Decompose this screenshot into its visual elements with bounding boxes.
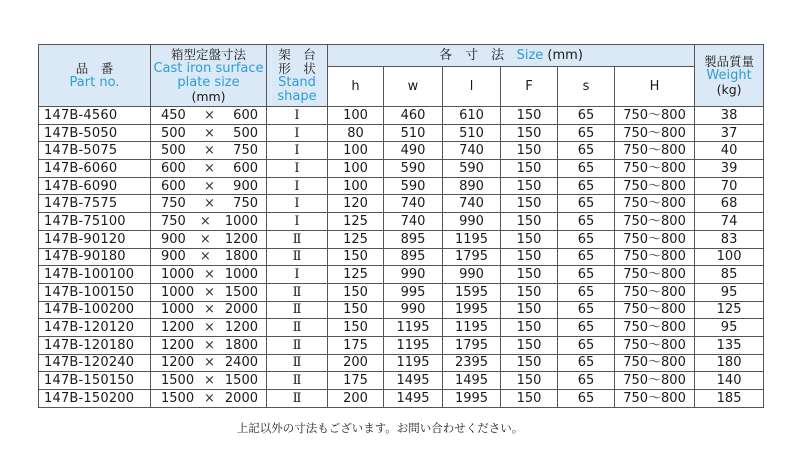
header-plate-jp: 箱型定盤寸法 — [170, 46, 246, 62]
plate-width: 1000 — [161, 267, 195, 283]
size-s-cell: 65 — [558, 266, 615, 284]
part-number-cell: 147B-5075 — [39, 142, 151, 160]
times-sign: × — [204, 320, 215, 336]
size-s-cell: 65 — [558, 319, 615, 337]
stand-shape-cell: Ⅰ — [267, 124, 328, 142]
header-part-no-jp: 品 番 — [75, 60, 114, 76]
weight-cell: 135 — [695, 336, 764, 354]
part-number-cell: 147B-100150 — [39, 283, 151, 301]
plate-length: 1800 — [224, 337, 258, 353]
size-s-cell: 65 — [558, 107, 615, 125]
size-w-cell: 460 — [384, 107, 443, 125]
weight-cell: 83 — [695, 230, 764, 248]
plate-size-cell — [151, 177, 267, 195]
plate-width: 1200 — [161, 337, 195, 353]
stand-shape-cell: Ⅱ — [267, 372, 328, 390]
size-f-cell: 150 — [501, 266, 558, 284]
plate-size-cell — [151, 124, 267, 142]
size-big-h-cell: 750～800 — [615, 336, 695, 354]
plate-length: 750 — [233, 196, 258, 212]
part-number-cell: 147B-120240 — [39, 354, 151, 372]
size-w-cell: 1195 — [384, 354, 443, 372]
plate-width: 1500 — [161, 390, 195, 406]
size-big-h-cell: 750～800 — [615, 390, 695, 408]
plate-length: 600 — [233, 160, 258, 176]
table-row — [39, 195, 764, 213]
size-big-h-cell: 750～800 — [615, 354, 695, 372]
stand-shape-cell: Ⅰ — [267, 213, 328, 231]
table-row — [39, 354, 764, 372]
table-row — [39, 336, 764, 354]
plate-width: 750 — [161, 213, 186, 229]
size-f-cell: 150 — [501, 248, 558, 266]
times-sign: × — [204, 267, 215, 283]
size-f-cell: 150 — [501, 390, 558, 408]
plate-size-group — [151, 285, 266, 300]
table-row — [39, 372, 764, 390]
plate-width: 1000 — [161, 284, 195, 300]
size-big-h-cell: 750～800 — [615, 319, 695, 337]
plate-length: 900 — [233, 178, 258, 194]
plate-size-group — [151, 214, 266, 229]
size-big-h-cell: 750～800 — [615, 177, 695, 195]
size-w-cell: 1195 — [384, 336, 443, 354]
header-plate-en-2: plate size — [177, 74, 240, 90]
header-col-big-h: H — [615, 67, 695, 107]
size-h-cell: 100 — [328, 107, 384, 125]
part-number-cell: 147B-6090 — [39, 177, 151, 195]
size-f-cell: 150 — [501, 107, 558, 125]
header-weight — [695, 45, 764, 107]
plate-width: 1000 — [161, 302, 195, 318]
table-header — [39, 45, 764, 107]
size-w-cell: 990 — [384, 301, 443, 319]
size-s-cell: 65 — [558, 248, 615, 266]
stand-shape-cell: Ⅰ — [267, 195, 328, 213]
header-part-no — [39, 45, 151, 107]
part-number-cell: 147B-150200 — [39, 390, 151, 408]
plate-size-cell — [151, 372, 267, 390]
size-f-cell: 150 — [501, 354, 558, 372]
part-number-cell: 147B-100100 — [39, 266, 151, 284]
size-h-cell: 120 — [328, 195, 384, 213]
size-s-cell: 65 — [558, 283, 615, 301]
size-s-cell: 65 — [558, 354, 615, 372]
size-w-cell: 995 — [384, 283, 443, 301]
size-l-cell: 990 — [443, 266, 501, 284]
plate-width: 1500 — [161, 373, 195, 389]
size-l-cell: 1195 — [443, 319, 501, 337]
weight-cell: 68 — [695, 195, 764, 213]
size-s-cell: 65 — [558, 213, 615, 231]
size-l-cell: 510 — [443, 124, 501, 142]
stand-shape-cell: Ⅱ — [267, 319, 328, 337]
size-w-cell: 895 — [384, 230, 443, 248]
table-row — [39, 107, 764, 125]
stand-shape-cell: Ⅰ — [267, 266, 328, 284]
weight-cell: 40 — [695, 142, 764, 160]
size-w-cell: 1195 — [384, 319, 443, 337]
plate-size-group — [151, 391, 266, 406]
size-h-cell: 100 — [328, 160, 384, 178]
table-row — [39, 142, 764, 160]
header-col-w: w — [384, 67, 443, 107]
plate-size-cell — [151, 230, 267, 248]
weight-cell: 180 — [695, 354, 764, 372]
table-row — [39, 248, 764, 266]
plate-width: 600 — [161, 178, 186, 194]
times-sign: × — [204, 107, 215, 123]
header-col-l: l — [443, 67, 501, 107]
size-h-cell: 80 — [328, 124, 384, 142]
weight-cell: 39 — [695, 160, 764, 178]
part-number-cell: 147B-90180 — [39, 248, 151, 266]
header-stand-en-1: Stand — [278, 74, 316, 90]
plate-size-group — [151, 232, 266, 247]
size-l-cell: 1995 — [443, 390, 501, 408]
plate-length: 1000 — [224, 213, 258, 229]
size-big-h-cell: 750～800 — [615, 124, 695, 142]
size-s-cell: 65 — [558, 195, 615, 213]
size-l-cell: 890 — [443, 177, 501, 195]
plate-size-group — [151, 302, 266, 317]
size-s-cell: 65 — [558, 124, 615, 142]
size-l-cell: 990 — [443, 213, 501, 231]
plate-length: 1500 — [224, 373, 258, 389]
part-number-cell: 147B-6060 — [39, 160, 151, 178]
size-w-cell: 990 — [384, 266, 443, 284]
size-f-cell: 150 — [501, 372, 558, 390]
plate-size-cell — [151, 107, 267, 125]
header-weight-en: Weight — [706, 67, 752, 83]
size-s-cell: 65 — [558, 390, 615, 408]
plate-size-cell — [151, 390, 267, 408]
size-h-cell: 150 — [328, 319, 384, 337]
size-f-cell: 150 — [501, 230, 558, 248]
stand-shape-cell: Ⅰ — [267, 177, 328, 195]
size-h-cell: 200 — [328, 354, 384, 372]
size-big-h-cell: 750～800 — [615, 372, 695, 390]
plate-width: 1200 — [161, 355, 195, 371]
weight-cell: 125 — [695, 301, 764, 319]
times-sign: × — [204, 284, 215, 300]
size-big-h-cell: 750～800 — [615, 283, 695, 301]
header-weight-unit: (kg) — [716, 81, 742, 97]
times-sign: × — [204, 125, 215, 141]
stand-shape-cell: Ⅱ — [267, 354, 328, 372]
weight-cell: 38 — [695, 107, 764, 125]
plate-length: 2000 — [224, 390, 258, 406]
stand-shape-cell: Ⅱ — [267, 283, 328, 301]
times-sign: × — [204, 373, 215, 389]
plate-size-group — [151, 196, 266, 211]
size-h-cell: 200 — [328, 390, 384, 408]
plate-length: 600 — [233, 107, 258, 123]
size-h-cell: 125 — [328, 266, 384, 284]
plate-size-cell — [151, 195, 267, 213]
size-l-cell: 1195 — [443, 230, 501, 248]
size-l-cell: 610 — [443, 107, 501, 125]
header-plate-size — [151, 45, 267, 107]
plate-width: 500 — [161, 125, 186, 141]
size-h-cell: 175 — [328, 336, 384, 354]
size-f-cell: 150 — [501, 213, 558, 231]
table-row — [39, 266, 764, 284]
plate-length: 2000 — [224, 302, 258, 318]
size-big-h-cell: 750～800 — [615, 107, 695, 125]
size-s-cell: 65 — [558, 177, 615, 195]
size-w-cell: 895 — [384, 248, 443, 266]
stand-shape-cell: Ⅱ — [267, 301, 328, 319]
size-h-cell: 150 — [328, 283, 384, 301]
size-w-cell: 510 — [384, 124, 443, 142]
size-l-cell: 2395 — [443, 354, 501, 372]
spec-table — [38, 44, 764, 408]
part-number-cell: 147B-75100 — [39, 213, 151, 231]
size-h-cell: 125 — [328, 230, 384, 248]
size-w-cell: 1495 — [384, 390, 443, 408]
plate-length: 1200 — [224, 231, 258, 247]
part-number-cell: 147B-7575 — [39, 195, 151, 213]
header-weight-jp: 製品質量 — [704, 53, 755, 69]
header-stand-shape — [267, 45, 328, 107]
plate-length: 2400 — [224, 355, 258, 371]
part-number-cell: 147B-100200 — [39, 301, 151, 319]
plate-length: 1800 — [224, 249, 258, 265]
header-plate-unit: (mm) — [191, 88, 226, 104]
size-s-cell: 65 — [558, 372, 615, 390]
plate-width: 900 — [161, 231, 186, 247]
size-l-cell: 1795 — [443, 248, 501, 266]
times-sign: × — [204, 337, 215, 353]
table-row — [39, 283, 764, 301]
plate-size-cell — [151, 142, 267, 160]
stand-shape-cell: Ⅱ — [267, 230, 328, 248]
plate-size-cell — [151, 354, 267, 372]
table-row — [39, 319, 764, 337]
size-f-cell: 150 — [501, 301, 558, 319]
footnote: 上記以外の寸法もございます。お問い合わせください。 — [236, 421, 524, 435]
header-stand-jp-1: 架 台 — [278, 46, 316, 62]
size-big-h-cell: 750～800 — [615, 195, 695, 213]
header-col-s: s — [558, 67, 615, 107]
size-f-cell: 150 — [501, 319, 558, 337]
table-row — [39, 390, 764, 408]
size-f-cell: 150 — [501, 336, 558, 354]
size-big-h-cell: 750～800 — [615, 248, 695, 266]
part-number-cell: 147B-5050 — [39, 124, 151, 142]
header-size-jp: 各 寸 法 — [439, 48, 505, 63]
stand-shape-cell: Ⅱ — [267, 390, 328, 408]
size-big-h-cell: 750～800 — [615, 266, 695, 284]
size-f-cell: 150 — [501, 283, 558, 301]
header-part-no-en: Part no. — [69, 74, 120, 90]
size-f-cell: 150 — [501, 142, 558, 160]
stand-shape-cell: Ⅱ — [267, 336, 328, 354]
plate-length: 750 — [233, 143, 258, 159]
weight-cell: 185 — [695, 390, 764, 408]
plate-size-group — [151, 355, 266, 370]
size-big-h-cell: 750～800 — [615, 142, 695, 160]
table-row — [39, 177, 764, 195]
times-sign: × — [204, 390, 215, 406]
plate-size-group — [151, 338, 266, 353]
weight-cell: 95 — [695, 283, 764, 301]
size-w-cell: 490 — [384, 142, 443, 160]
plate-width: 900 — [161, 249, 186, 265]
size-f-cell: 150 — [501, 160, 558, 178]
header-col-f: F — [501, 67, 558, 107]
plate-size-cell — [151, 283, 267, 301]
plate-size-cell — [151, 336, 267, 354]
size-f-cell: 150 — [501, 177, 558, 195]
size-h-cell: 100 — [328, 177, 384, 195]
stand-shape-cell: Ⅰ — [267, 142, 328, 160]
size-f-cell: 150 — [501, 195, 558, 213]
header-col-h: h — [328, 67, 384, 107]
weight-cell: 70 — [695, 177, 764, 195]
times-sign: × — [204, 178, 215, 194]
size-l-cell: 1995 — [443, 301, 501, 319]
header-plate-en-1: Cast iron surface — [153, 60, 264, 76]
plate-size-cell — [151, 301, 267, 319]
size-big-h-cell: 750～800 — [615, 230, 695, 248]
header-size — [328, 45, 695, 67]
stand-shape-cell: Ⅰ — [267, 160, 328, 178]
table-row — [39, 230, 764, 248]
table-row — [39, 124, 764, 142]
plate-length: 1000 — [224, 267, 258, 283]
plate-width: 450 — [161, 107, 186, 123]
plate-length: 1200 — [224, 320, 258, 336]
part-number-cell: 147B-120180 — [39, 336, 151, 354]
part-number-cell: 147B-4560 — [39, 107, 151, 125]
table-body — [39, 107, 764, 408]
plate-width: 600 — [161, 160, 186, 176]
plate-size-group — [151, 126, 266, 141]
size-s-cell: 65 — [558, 160, 615, 178]
times-sign: × — [199, 249, 211, 265]
plate-size-cell — [151, 319, 267, 337]
weight-cell: 74 — [695, 213, 764, 231]
plate-size-cell — [151, 266, 267, 284]
plate-size-group — [151, 108, 266, 123]
size-h-cell: 125 — [328, 213, 384, 231]
plate-size-group — [151, 320, 266, 335]
header-stand-en-2: shape — [277, 88, 317, 104]
header-size-unit: (mm) — [547, 48, 583, 63]
plate-width: 500 — [161, 143, 186, 159]
size-l-cell: 740 — [443, 142, 501, 160]
part-number-cell: 147B-150150 — [39, 372, 151, 390]
stand-shape-cell: Ⅰ — [267, 107, 328, 125]
plate-size-group — [151, 161, 266, 176]
size-s-cell: 65 — [558, 230, 615, 248]
size-w-cell: 1495 — [384, 372, 443, 390]
size-s-cell: 65 — [558, 336, 615, 354]
size-w-cell: 590 — [384, 160, 443, 178]
size-f-cell: 150 — [501, 124, 558, 142]
table-row — [39, 301, 764, 319]
weight-cell: 100 — [695, 248, 764, 266]
size-l-cell: 1795 — [443, 336, 501, 354]
plate-width: 1200 — [161, 320, 195, 336]
times-sign: × — [204, 302, 215, 318]
size-h-cell: 150 — [328, 301, 384, 319]
part-number-cell: 147B-120120 — [39, 319, 151, 337]
header-stand-jp-2: 形 状 — [278, 60, 316, 76]
weight-cell: 140 — [695, 372, 764, 390]
header-size-en: Size — [516, 48, 544, 63]
size-big-h-cell: 750～800 — [615, 301, 695, 319]
plate-size-group — [151, 373, 266, 388]
table-row — [39, 213, 764, 231]
plate-size-group — [151, 179, 266, 194]
times-sign: × — [199, 213, 211, 229]
size-h-cell: 175 — [328, 372, 384, 390]
plate-size-cell — [151, 213, 267, 231]
times-sign: × — [204, 196, 215, 212]
plate-length: 1500 — [224, 284, 258, 300]
size-l-cell: 590 — [443, 160, 501, 178]
plate-size-cell — [151, 160, 267, 178]
times-sign: × — [204, 160, 215, 176]
weight-cell: 95 — [695, 319, 764, 337]
plate-width: 750 — [161, 196, 186, 212]
size-l-cell: 1495 — [443, 372, 501, 390]
size-s-cell: 65 — [558, 301, 615, 319]
times-sign: × — [199, 231, 211, 247]
plate-length: 500 — [233, 125, 258, 141]
size-s-cell: 65 — [558, 142, 615, 160]
table-row — [39, 160, 764, 178]
size-big-h-cell: 750～800 — [615, 160, 695, 178]
times-sign: × — [204, 143, 215, 159]
weight-cell: 85 — [695, 266, 764, 284]
plate-size-group — [151, 143, 266, 158]
stand-shape-cell: Ⅱ — [267, 248, 328, 266]
size-w-cell: 740 — [384, 213, 443, 231]
size-h-cell: 100 — [328, 142, 384, 160]
times-sign: × — [204, 355, 215, 371]
size-h-cell: 150 — [328, 248, 384, 266]
size-l-cell: 1595 — [443, 283, 501, 301]
plate-size-group — [151, 267, 266, 282]
size-big-h-cell: 750～800 — [615, 213, 695, 231]
size-l-cell: 740 — [443, 195, 501, 213]
part-number-cell: 147B-90120 — [39, 230, 151, 248]
size-w-cell: 740 — [384, 195, 443, 213]
plate-size-group — [151, 249, 266, 264]
size-w-cell: 590 — [384, 177, 443, 195]
plate-size-cell — [151, 248, 267, 266]
weight-cell: 37 — [695, 124, 764, 142]
